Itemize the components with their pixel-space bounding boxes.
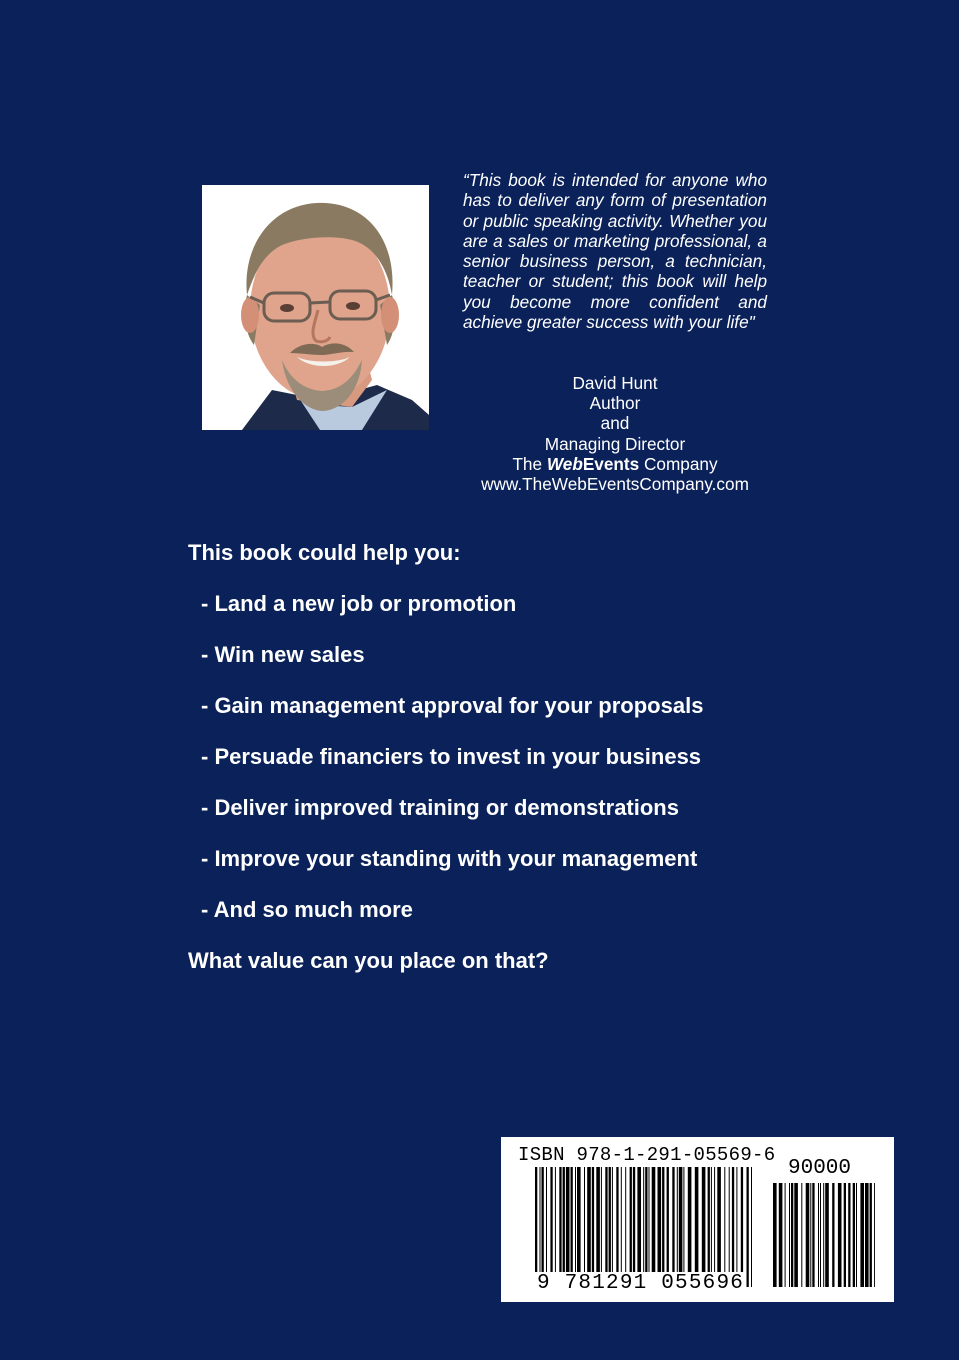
benefit-item: - Improve your standing with your management (201, 846, 698, 871)
barcode-bar (688, 1167, 692, 1287)
barcode-bar (667, 1167, 669, 1287)
barcode-bar (621, 1167, 622, 1287)
barcode-bar (592, 1167, 594, 1287)
barcode-bar (801, 1183, 802, 1287)
barcode-bar (791, 1183, 793, 1287)
barcode-bar (609, 1167, 611, 1287)
barcode-bar (865, 1183, 869, 1287)
barcode-bar (677, 1167, 678, 1287)
barcode-bar (729, 1167, 730, 1287)
barcode-bar (732, 1167, 734, 1287)
barcode-bar (714, 1167, 715, 1287)
barcode-bar (672, 1167, 674, 1287)
barcode-bar (741, 1167, 743, 1287)
benefits-list (201, 591, 703, 948)
author-portrait-image (202, 185, 429, 430)
barcode-bar (649, 1167, 650, 1287)
barcode-bar (625, 1167, 626, 1287)
author-photo (202, 185, 429, 430)
barcode-bar (779, 1183, 783, 1287)
benefit-item: - Deliver improved training or demonstrations (201, 795, 679, 820)
ean-digits: 9 781291 055696 (537, 1272, 745, 1295)
barcode-bar (806, 1183, 810, 1287)
barcode-bar (711, 1167, 712, 1287)
barcode-bar (571, 1167, 573, 1287)
quote-attribution (463, 373, 767, 494)
barcode-bar (596, 1167, 600, 1287)
barcode-bar (535, 1167, 537, 1287)
barcode-bar (633, 1167, 635, 1287)
barcode-bar (789, 1183, 790, 1287)
barcode-bar (546, 1167, 547, 1287)
benefits-intro: This book could help you: (188, 540, 461, 565)
barcode-bar (844, 1183, 846, 1287)
barcode-bar (587, 1167, 591, 1287)
attribution-and: and (600, 413, 630, 434)
barcode-bar (658, 1167, 662, 1287)
barcode-bar (643, 1167, 644, 1287)
price-code: 90000 (788, 1157, 852, 1180)
barcode-bar (612, 1167, 613, 1287)
barcode-bar (683, 1167, 684, 1287)
benefit-item: - Win new sales (201, 642, 365, 667)
barcode-bar (601, 1167, 602, 1287)
barcode-bar (825, 1183, 829, 1287)
barcode-bar (818, 1183, 819, 1287)
barcode-bar (708, 1167, 710, 1287)
barcode-bar (577, 1167, 581, 1287)
barcode-bar (736, 1167, 737, 1287)
barcode-bar (605, 1167, 607, 1287)
barcode-bar (874, 1183, 875, 1287)
barcode-bar (810, 1183, 811, 1287)
benefit-item: - Persuade financiers to invest in your business (201, 744, 702, 769)
barcode-bar (540, 1167, 541, 1287)
barcode-bar (747, 1167, 749, 1287)
barcode-bar (563, 1167, 565, 1287)
barcode-bar (812, 1183, 814, 1287)
isbn-number: ISBN 978-1-291-05569-6 (518, 1144, 776, 1166)
barcode-bar (838, 1183, 842, 1287)
author-quote: “This book is intended for anyone who has to deliver any form of presentation or public speaking activity. Whether you are a sales or marketing professional, a senior business person, a technician, teacher or student; this book will help you become more confident and achieve greater success with your life" (463, 170, 767, 333)
barcode-bar (751, 1167, 752, 1287)
barcode-bar (566, 1167, 570, 1287)
barcode-bar (645, 1167, 647, 1287)
benefit-item: - Gain management approval for your proposals (201, 693, 704, 718)
barcode-bar (679, 1167, 683, 1287)
barcode-bar (616, 1167, 618, 1287)
barcode-bar (555, 1167, 556, 1287)
company-website: www.TheWebEventsCompany.com (481, 474, 749, 495)
barcode-bar (724, 1167, 725, 1287)
barcode-bar (584, 1167, 585, 1287)
benefit-item: - And so much more (201, 897, 413, 922)
isbn-barcode (501, 1137, 894, 1302)
barcode-bar (820, 1183, 821, 1287)
barcode-bar (823, 1183, 824, 1287)
barcode-bar (870, 1183, 872, 1287)
barcode-bar (695, 1167, 699, 1287)
benefits-closing-question: What value can you place on that? (188, 948, 549, 973)
company-name-events: Events (582, 453, 640, 474)
barcode-bar (794, 1183, 798, 1287)
company-name-web: Web (546, 453, 583, 474)
barcode-bar (630, 1167, 632, 1287)
barcode-bar (702, 1167, 706, 1287)
barcode-bar (542, 1167, 544, 1287)
author-name: David Hunt (572, 373, 658, 393)
barcode-bar (832, 1183, 834, 1287)
author-title: Managing Director (544, 433, 686, 454)
benefit-item: - Land a new job or promotion (201, 591, 517, 616)
barcode-bar (559, 1167, 561, 1287)
barcode-bar (662, 1167, 664, 1287)
author-role: Author (589, 393, 641, 414)
barcode-bar (773, 1183, 777, 1287)
barcode-bar (785, 1183, 786, 1287)
barcode-bar (637, 1167, 641, 1287)
barcode-bar (717, 1167, 721, 1287)
company-name: The WebEvents Company (512, 453, 718, 474)
barcode-bar (853, 1183, 855, 1287)
barcode-bar (848, 1183, 850, 1287)
barcode-bar (856, 1183, 857, 1287)
barcode-bar (652, 1167, 656, 1287)
barcode-bar (550, 1167, 552, 1287)
barcode-bar (575, 1167, 576, 1287)
barcode-bar (860, 1183, 864, 1287)
